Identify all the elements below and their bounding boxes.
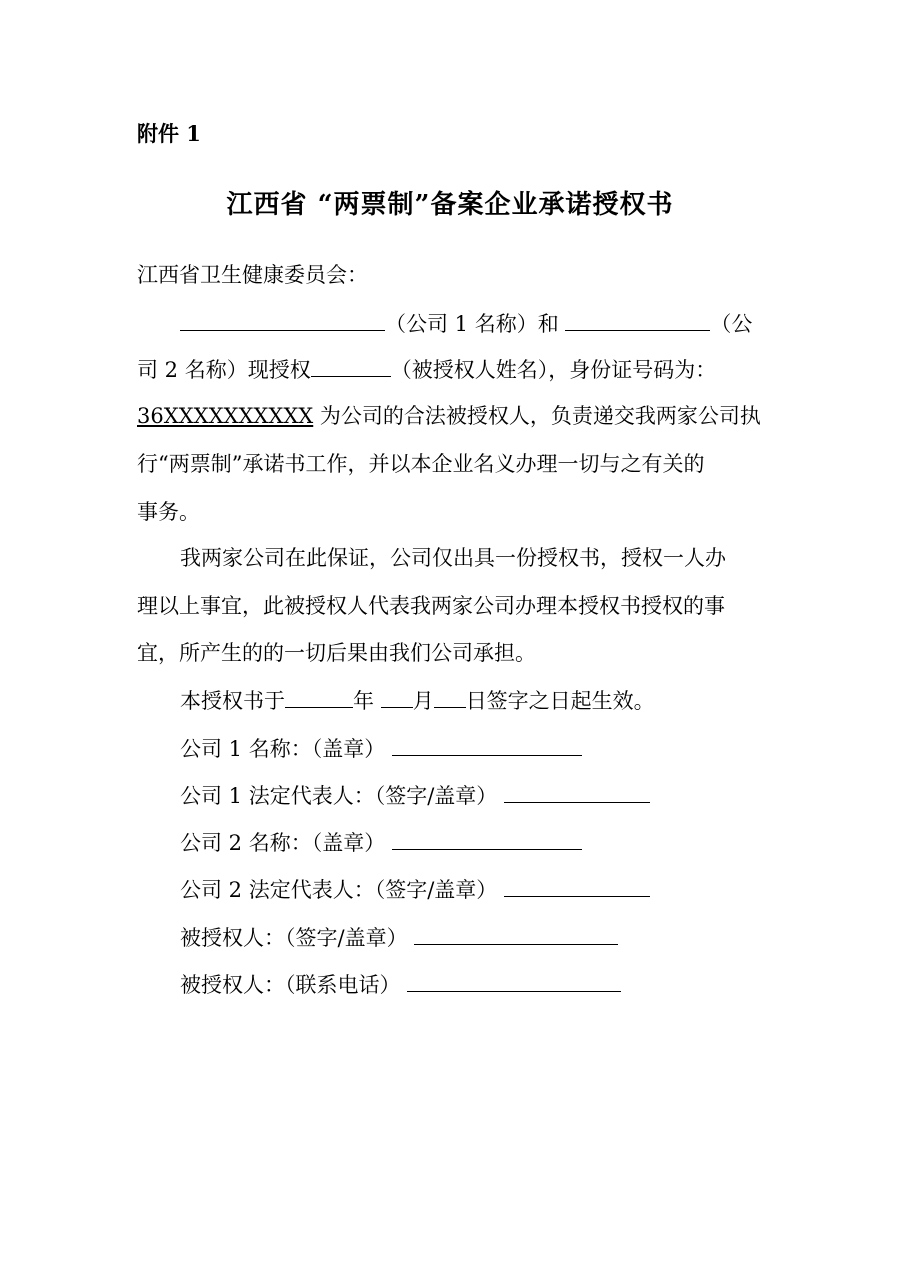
effective-prefix: 本授权书于 [180, 689, 285, 713]
addressee: 江西省卫生健康委员会： [137, 263, 368, 287]
company1-name-line [180, 733, 582, 764]
company1-rep-blank[interactable] [504, 780, 650, 803]
day-blank[interactable] [434, 685, 466, 708]
day-suffix: 日签字之日起生效。 [465, 689, 655, 713]
para2-line2: 理以上事宜，此被授权人代表我两家公司办理本授权书授权的事 [137, 594, 725, 618]
company2-rep-label: 公司 2 法定代表人：（签字/盖章） [180, 878, 498, 902]
grantee-name-hint: （被授权人姓名），身份证号码为： [390, 358, 717, 382]
para1-line1 [180, 308, 752, 339]
id-number: 36XXXXXXXXXX [137, 404, 314, 428]
effective-date-line [180, 685, 655, 716]
para1-line5: 事务。 [137, 500, 200, 524]
company1-name-hint: （公司 1 名称）和 [385, 312, 559, 336]
grantee-sign-label: 被授权人：（签字/盖章） [180, 926, 408, 950]
month-blank[interactable] [381, 685, 413, 708]
para1-line4: 行“两票制”承诺书工作，并以本企业名义办理一切与之有关的 [137, 452, 705, 476]
para2-line3: 宜，所产生的的一切后果由我们公司承担。 [137, 641, 536, 665]
year-label: 年 [353, 689, 374, 713]
grantee-sign-blank[interactable] [414, 922, 618, 945]
grantee-phone-label: 被授权人：（联系电话） [180, 973, 401, 997]
company2-rep-line [180, 874, 650, 905]
company2-name-label: 公司 2 名称：（盖章） [180, 831, 386, 855]
grantee-sign-line [180, 922, 618, 953]
company2-seal-blank[interactable] [392, 827, 582, 850]
company1-rep-line [180, 780, 650, 811]
company2-rep-blank[interactable] [504, 874, 650, 897]
company2-name-line [180, 827, 582, 858]
company1-seal-blank[interactable] [392, 733, 582, 756]
company1-rep-label: 公司 1 法定代表人：（签字/盖章） [180, 784, 498, 808]
attachment-label: 附件 1 [137, 121, 201, 146]
para1-line3 [137, 401, 761, 431]
company2-name-blank[interactable] [565, 308, 710, 331]
year-blank[interactable] [285, 685, 353, 708]
grantee-phone-blank[interactable] [407, 969, 621, 992]
grantee-phone-line [180, 969, 621, 1000]
para2-line1: 我两家公司在此保证，公司仅出具一份授权书，授权一人办 [180, 546, 726, 570]
company2-name-hint-a: （公 [710, 312, 753, 336]
company1-name-blank[interactable] [180, 308, 385, 331]
grantee-name-blank[interactable] [311, 354, 391, 377]
document-title: 江西省 “两票制”备案企业承诺授权书 [226, 190, 674, 220]
company1-name-label: 公司 1 名称：（盖章） [180, 737, 386, 761]
month-label: 月 [412, 689, 434, 713]
company2-name-hint-b: 司 2 名称）现授权 [137, 358, 311, 382]
para1-line3-rest: 为公司的合法被授权人，负责递交我两家公司执 [319, 404, 761, 428]
para1-line2 [137, 354, 716, 385]
